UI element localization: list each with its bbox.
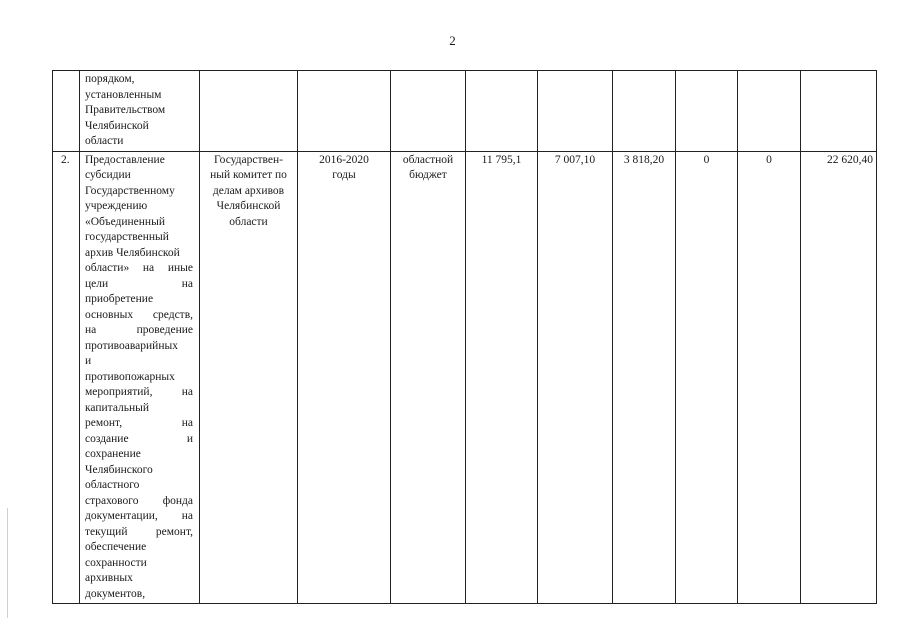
- description-line: Челябинского: [85, 463, 153, 476]
- description-line: обеспечение: [85, 541, 147, 553]
- amount-total-cell: 22 620,40: [801, 151, 877, 604]
- description-line: [85, 509, 193, 525]
- description-line: документов,: [85, 587, 146, 600]
- description-line: противоаварийных: [85, 339, 178, 352]
- cont-executor-cell: [200, 71, 298, 152]
- amount-cell-2: 7 007,10: [538, 151, 613, 604]
- executor-line: ный комитет по: [210, 169, 287, 181]
- description-line: противопожарных: [85, 370, 175, 383]
- cont-index-cell: [53, 71, 80, 152]
- description-line: «Объединенный: [85, 215, 165, 228]
- description-line: [85, 525, 193, 541]
- amount-cell-4: 0: [676, 151, 738, 604]
- description-word: на: [181, 386, 193, 398]
- period-line: 2016-2020: [319, 153, 369, 166]
- description-word: ремонт,: [85, 417, 123, 429]
- cont-amount-cell: [538, 71, 613, 152]
- description-line: государственный: [85, 231, 169, 243]
- description-word: проведение: [136, 324, 193, 336]
- description-line: [85, 323, 193, 339]
- description-line: [85, 261, 193, 277]
- description-word: на: [181, 277, 193, 290]
- description-word: фонда: [162, 494, 193, 507]
- period-line: годы: [332, 169, 356, 181]
- executor-line: Государствен-: [214, 153, 283, 166]
- continuation-line: Правительством: [85, 104, 166, 116]
- description-line: архив Челябинской: [85, 246, 180, 259]
- executor-line: области: [229, 215, 268, 228]
- description-word: документации,: [85, 510, 158, 522]
- description-word: мероприятий,: [85, 386, 153, 398]
- cont-description-cell: [80, 71, 200, 152]
- page-number: 2: [449, 33, 456, 48]
- table-row: [53, 151, 877, 604]
- continuation-line: установленным: [85, 88, 162, 101]
- continuation-row: [53, 71, 877, 152]
- row-description-cell: [80, 151, 200, 604]
- description-line: Предоставление: [85, 153, 165, 166]
- description-line: сохранности: [85, 556, 147, 569]
- description-word: средств,: [152, 308, 193, 321]
- cont-amount-cell: [466, 71, 538, 152]
- description-word: на: [181, 510, 193, 522]
- description-line: субсидии: [85, 169, 131, 181]
- cont-source-cell: [391, 71, 466, 152]
- description-word: цели: [85, 277, 109, 290]
- description-line: [85, 416, 193, 432]
- description-word: ремонт,: [155, 525, 193, 538]
- row-index: 2.: [53, 151, 80, 604]
- description-line: [85, 432, 193, 448]
- description-line: [85, 308, 193, 324]
- description-word: на: [142, 262, 155, 274]
- executor-line: делам архивов: [212, 184, 285, 197]
- amount-cell-3: 3 818,20: [613, 151, 676, 604]
- description-word: страхового: [85, 494, 139, 507]
- description-line: областного: [85, 479, 140, 491]
- row-executor-cell: [200, 151, 298, 604]
- description-word: создание: [85, 432, 129, 445]
- amount-cell-5: 0: [738, 151, 801, 604]
- description-line: сохранение: [85, 448, 141, 460]
- margin-mark: [7, 508, 8, 618]
- source-line: областной: [402, 153, 454, 166]
- description-line: [85, 277, 193, 293]
- description-line: учреждению: [85, 200, 148, 212]
- budget-table: [52, 70, 877, 604]
- executor-line: Челябинской: [216, 200, 281, 212]
- cont-amount-cell: [613, 71, 676, 152]
- description-word: области»: [85, 262, 130, 274]
- description-line: капитальный: [85, 401, 150, 414]
- cont-period-cell: [298, 71, 391, 152]
- description-word: иные: [167, 262, 193, 274]
- description-line: Государственному: [85, 184, 175, 197]
- source-line: бюджет: [409, 169, 447, 181]
- continuation-line: области: [85, 135, 124, 147]
- description-line: и: [85, 355, 92, 367]
- description-word: на: [181, 417, 193, 429]
- continuation-line: Челябинской: [85, 119, 149, 132]
- description-word: на: [85, 324, 97, 336]
- amount-cell-1: 11 795,1: [466, 151, 538, 604]
- description-line: приобретение: [85, 293, 154, 305]
- description-line: архивных: [85, 572, 133, 584]
- description-line: [85, 494, 193, 510]
- row-period-cell: [298, 151, 391, 604]
- continuation-line: порядком,: [85, 73, 135, 85]
- description-line: [85, 385, 193, 401]
- cont-amount-cell: [676, 71, 738, 152]
- description-word: основных: [85, 308, 134, 321]
- description-word: и: [186, 432, 193, 445]
- cont-total-cell: [801, 71, 877, 152]
- cont-amount-cell: [738, 71, 801, 152]
- description-word: текущий: [85, 525, 128, 538]
- row-source-cell: [391, 151, 466, 604]
